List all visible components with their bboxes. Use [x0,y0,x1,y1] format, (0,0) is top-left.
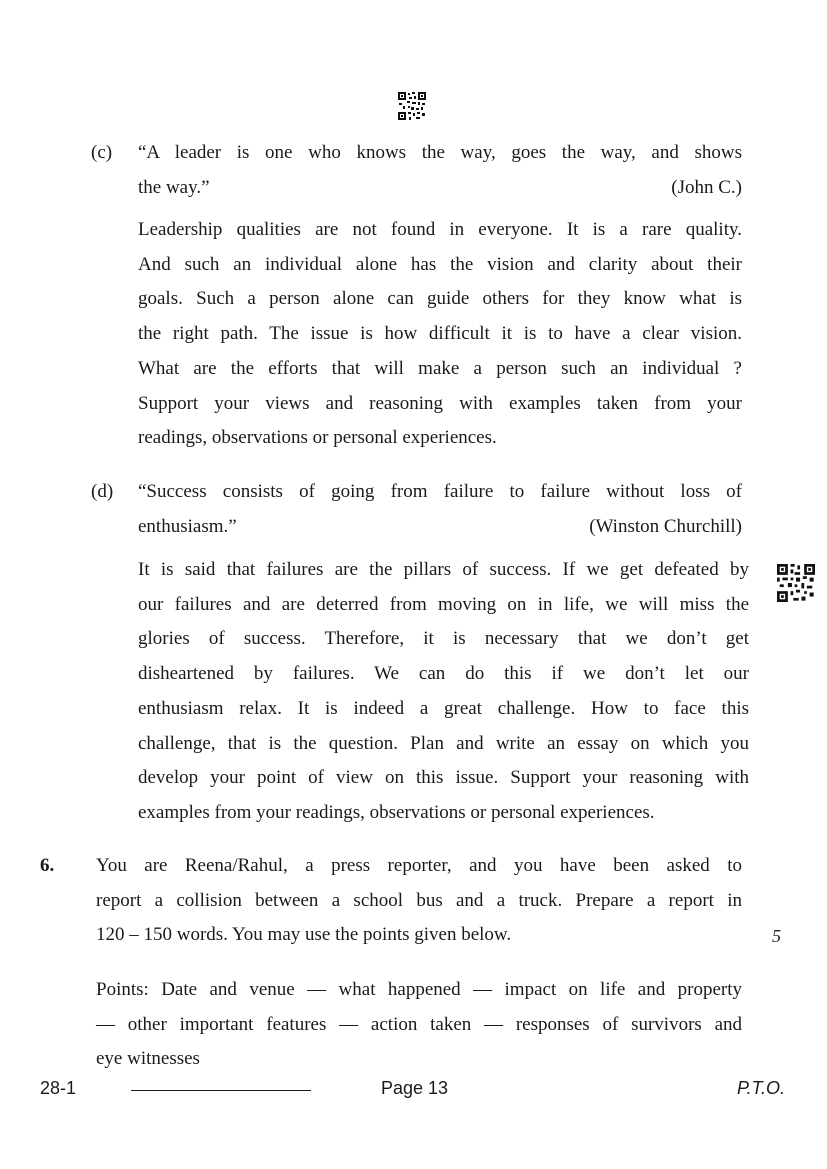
paragraph-line: 120 – 150 words. You may use the points given below. [96,924,512,946]
paragraph-line: examples from your readings, observations or personal experiences. [138,801,655,823]
question-d-label: (d) [91,481,114,502]
paragraph-line: What are the efforts that will make a person such an individual ? [138,357,742,379]
quote-line: “A leader is one who knows the way, goes the way, and shows [138,142,742,163]
paragraph-line: Leadership qualities are not found in everyone. It is a rare quality. [138,219,742,240]
question-c-label: (c) [91,142,113,163]
paragraph-line: disheartened by failures. We can do this if we don’t let our [138,663,749,685]
paragraph-line: enthusiasm relax. It is indeed a great challenge. How to face this [138,697,749,719]
question-6-number: 6. [40,855,55,876]
paragraph-line: Support your views and reasoning with examples taken from your [138,392,742,414]
footer-pto: P.T.O. [737,1078,786,1098]
quote-line: “Success consists of going from failure to failure without loss of [138,481,742,502]
footer-divider [131,1090,311,1091]
question-c-paragraph [138,213,742,456]
paragraph-line: glories of success. Therefore, it is necessary that we don’t get [138,628,749,650]
quote-line: enthusiasm.” [138,515,237,537]
question-d-paragraph [138,553,749,831]
paragraph-line: It is said that failures are the pillars of success. If we get defeated by [138,559,749,580]
paragraph-line: goals. Such a person alone can guide others for they know what is [138,288,742,310]
paragraph-line: the right path. The issue is how difficult it is to have a clear vision. [138,323,742,345]
paragraph-line: report a collision between a school bus and a truck. Prepare a report in [96,889,742,911]
quote-attribution: (John C.) [671,176,742,198]
footer-code: 28-1 [40,1078,77,1098]
question-c-quote [138,136,742,205]
quote-line: the way.” [138,176,210,198]
qr-code-icon [777,564,815,602]
paragraph-line: develop your point of view on this issue. Support your reasoning with [138,767,749,789]
paragraph-line: And such an individual alone has the vision and clarity about their [138,253,742,275]
qr-code-icon [398,92,426,120]
paragraph-line: challenge, that is the question. Plan and write an essay on which you [138,732,749,754]
question-d-quote [138,475,742,544]
question-6-marks: 5 [772,926,781,946]
footer-page-number: Page 13 [381,1078,449,1098]
points-line: eye witnesses [96,1048,200,1070]
paragraph-line: You are Reena/Rahul, a press reporter, and you have been asked to [96,855,742,876]
points-line: — other important features — action taken — responses of survivors and [96,1013,742,1035]
quote-attribution: (Winston Churchill) [589,515,742,537]
question-6-paragraph [96,849,742,953]
paragraph-line: readings, observations or personal experiences. [138,427,497,449]
points-line: Points: Date and venue — what happened — impact on life and property [96,979,742,1000]
paragraph-line: our failures and are deterred from moving on in life, we will miss the [138,593,749,615]
question-6-points [96,973,742,1077]
